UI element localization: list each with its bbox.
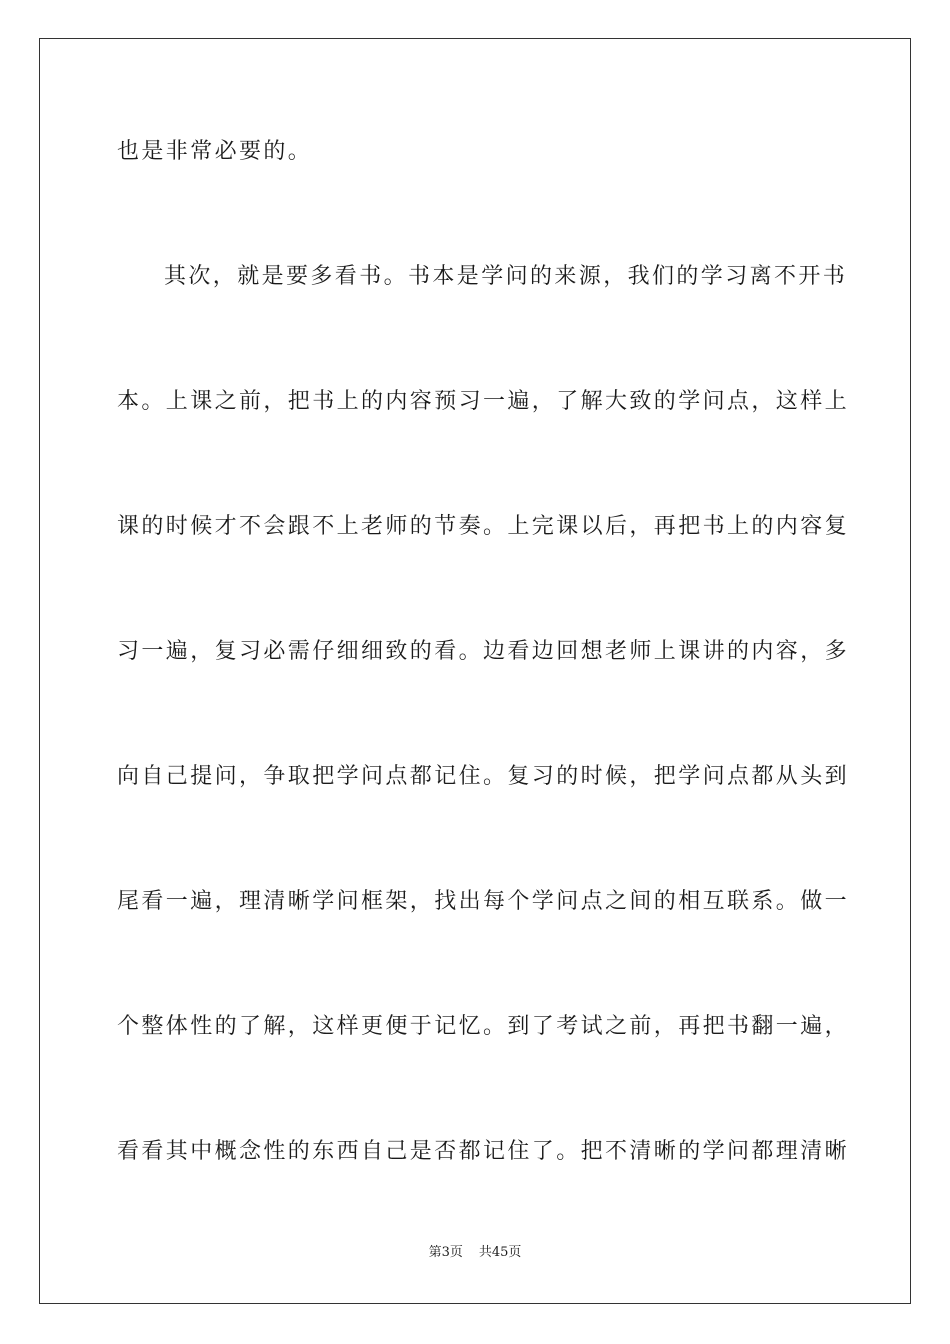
total-pages: 共45页 — [478, 1245, 522, 1260]
text-line-3: 本。上课之前，把书上的内容预习一遍，了解大致的学问点，这样上 — [117, 389, 850, 414]
text-line-4: 课的时候才不会跟不上老师的节奏。上完课以后，再把书上的内容复 — [117, 514, 850, 539]
text-line-9: 看看其中概念性的东西自己是否都记住了。把不清晰的学问都理清晰 — [117, 1139, 850, 1164]
page-number: 第3页 — [428, 1245, 463, 1260]
text-line-2: 其次，就是要多看书。书本是学问的来源，我们的学习离不开书 — [164, 264, 848, 289]
text-line-5: 习一遍，复习必需仔细细致的看。边看边回想老师上课讲的内容，多 — [117, 639, 850, 664]
text-line-6: 向自己提问，争取把学问点都记住。复习的时候，把学问点都从头到 — [117, 764, 850, 789]
page-footer — [0, 1244, 950, 1262]
page-border — [39, 38, 911, 1304]
text-line-1: 也是非常必要的。 — [117, 139, 313, 164]
text-line-8: 个整体性的了解，这样更便于记忆。到了考试之前，再把书翻一遍， — [117, 1014, 850, 1039]
text-line-7: 尾看一遍，理清晰学问框架，找出每个学问点之间的相互联系。做一 — [117, 889, 850, 914]
